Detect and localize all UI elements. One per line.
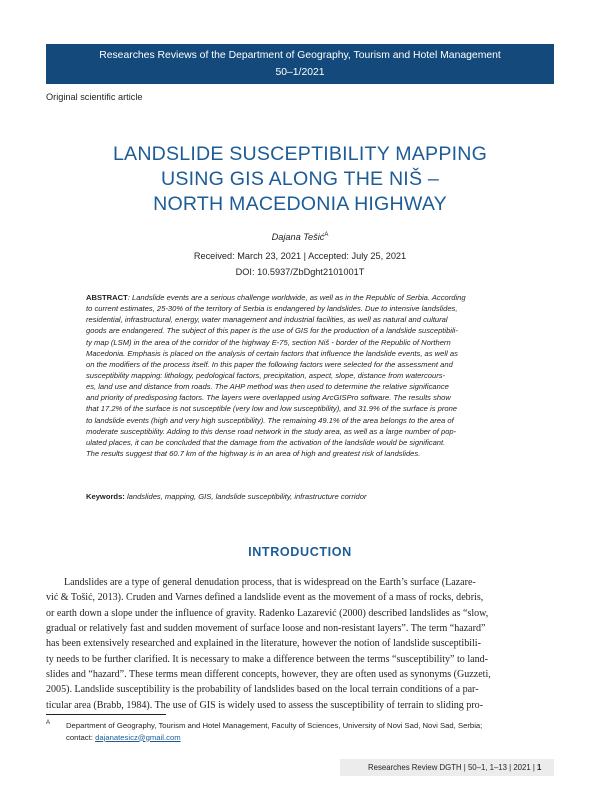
abstract-line: ABSTRACT: Landslide events are a serious challenge worldwide, as well as in the Republic of Serbia. According xyxy=(86,293,466,302)
abstract-line: es, land use and distance from roads. The AHP method was then used to determine the relative significance xyxy=(86,382,449,392)
paper-title xyxy=(46,142,554,217)
doi: DOI: 10.5937/ZbDght2101001T xyxy=(235,266,365,277)
footnote-contact xyxy=(46,732,554,744)
abstract-line: to current estimates, 25-30% of the territory of Serbia is endangered by landslides. Due to intensive landslides, xyxy=(86,304,458,314)
author-name: Dajana Tešić xyxy=(271,232,325,243)
abstract-line: ulated places, it can be concluded that the damage from the activation of the landslide would be significant. xyxy=(86,437,446,447)
footnote-affiliation: Department of Geography, Tourism and Hotel Management, Faculty of Sciences, University of Novi Sad, Novi Sad, Serbia; xyxy=(66,721,483,730)
body-line: vić & Tošić, 2013). Cruden and Varnes defined a landslide event as the movement of a mass of rocks, debris, xyxy=(46,592,484,604)
journal-issue: 50–1/2021 xyxy=(275,67,325,78)
journal-title: Researches Reviews of the Department of Geography, Tourism and Hotel Management xyxy=(99,50,501,61)
abstract-line: ty map (LSM) in the area of the corridor of the highway E-75, section Niš - border of the Republic of Northern xyxy=(86,337,451,347)
abstract-line: that 17.2% of the surface is not susceptible (very low and low susceptibility), and 31.9% of the surface is prone xyxy=(86,404,458,414)
body-line: or earth down a slope under the influence of gravity. Radenko Lazarević (2000) described landslides as “slow, xyxy=(46,607,489,619)
abstract-line: goods are endangered. The subject of this paper is the use of GIS for the production of a landslide susceptibili- xyxy=(86,326,458,336)
publication-info xyxy=(46,249,554,280)
abstract-line: Macedonia. Emphasis is placed on the analysis of certain factors that influence the landslide events, as well as xyxy=(86,348,458,358)
author-affiliation-marker: A xyxy=(324,232,329,238)
title-line: LANDSLIDE SUSCEPTIBILITY MAPPING xyxy=(112,143,488,165)
received-accepted-dates: Received: March 23, 2021 | Accepted: July 25, 2021 xyxy=(193,251,407,261)
body-line: has been extensively researched and explained in the literature, however the notion of landslide susceptibili- xyxy=(46,638,481,650)
body-line: ty needs to be further clarified. It is necessary to make a difference between the terms “susceptibility” to land- xyxy=(46,653,488,665)
abstract-line: residential, infrastructural, energy, water management and industrial facilities, as well as natural and cultural xyxy=(86,315,448,325)
footnote xyxy=(46,720,554,743)
introduction-body xyxy=(46,575,554,713)
keywords xyxy=(86,492,514,501)
journal-banner xyxy=(46,44,554,84)
keywords-text: landslides, mapping, GIS, landslide susceptibility, infrastructure corridor xyxy=(124,492,367,501)
abstract-line: susceptibility mapping: lithology, pedological factors, precipitation, aspect, slope, distance from watercours- xyxy=(86,370,446,380)
abstract-label: ABSTRACT xyxy=(86,293,128,302)
body-line: Landslides are a type of general denudation process, that is widespread on the Earth’s surface (Lazare- xyxy=(64,577,476,588)
abstract-line: to landslide events (high and very high susceptibility). The remaining 49.1% of the area belongs to the area of xyxy=(86,415,454,425)
article-type: Original scientific article xyxy=(46,92,143,102)
abstract-line: moderate susceptibility. Adding to this dense road network in the study area, as well as a large number of pop- xyxy=(86,426,457,436)
title-line: USING GIS ALONG THE NIŠ – xyxy=(161,168,439,190)
abstract xyxy=(86,292,514,459)
contact-label: contact: xyxy=(66,732,96,742)
title-line: NORTH MACEDONIA HIGHWAY xyxy=(153,193,447,215)
abstract-line: on the modifiers of the process itself. In this paper the following factors were selected for the assessment and xyxy=(86,359,453,369)
section-heading-introduction: INTRODUCTION xyxy=(248,545,352,559)
body-line: gradual or relatively fast and sudden movement of surface loose and non-resistant layers”. The term “hazard” xyxy=(46,623,486,635)
page-number: 1 xyxy=(537,763,542,772)
author xyxy=(46,232,554,242)
page-footer xyxy=(340,759,554,776)
contact-email-link[interactable]: dajanatesicz@gmail.com xyxy=(95,732,181,742)
footer-citation: Researches Review DGTH | 50–1, 1–13 | 2021 | xyxy=(368,763,538,772)
abstract-line: and priority of predisposing factors. The layers were overlapped using ArcGISPro software. The results show xyxy=(86,393,451,403)
body-line: ticular area (Brabb, 1984). The use of GIS is widely used to assess the susceptibility of terrain to sliding pro- xyxy=(46,699,484,711)
body-line: slides and “hazard”. These terms mean different concepts, however, they are often used as synonyms (Guzzeti, xyxy=(46,669,491,681)
keywords-label: Keywords: xyxy=(86,492,125,501)
footnote-divider xyxy=(46,714,166,715)
body-line: 2005). Landslide susceptibility is the probability of landslides based on the local terrain conditions of a par- xyxy=(46,684,479,696)
abstract-line: The results suggest that 60.7 km of the highway is in an area of high and greatest risk of landslides. xyxy=(86,448,421,458)
footnote-marker: A xyxy=(46,720,51,726)
